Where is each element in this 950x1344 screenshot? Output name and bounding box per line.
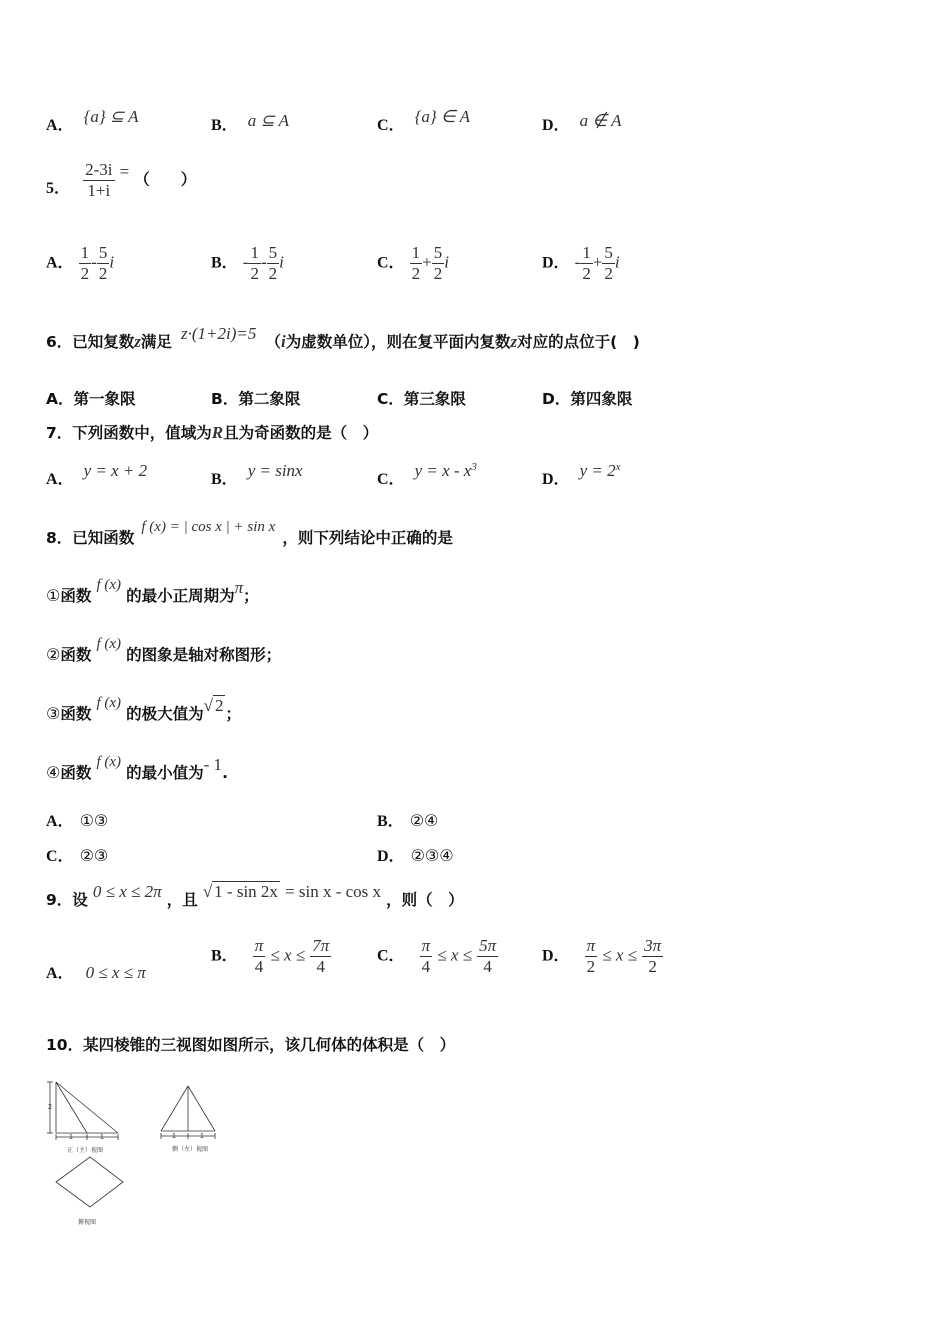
q8-stem: 8．已知函数 f (x) = | cos x | + sin x ，则下列结论中正确的是 (46, 519, 453, 547)
q7-option-b: B． y = sinx (211, 461, 303, 488)
side-view (161, 1086, 215, 1139)
front-width-label-2: 1 (100, 1134, 104, 1141)
q5-stem: 5． $\frac{2-3i}{1+i}$ = （ ） (46, 160, 197, 200)
q6-option-b: B．第二象限 (211, 390, 301, 408)
q9-option-a: A． 0 ≤ x ≤ π (46, 963, 146, 982)
q4-option-a: A． {a} ⊆ A (46, 107, 139, 134)
q8-statement-4: ④函数 f (x) 的最小值为- 1. (46, 754, 228, 782)
top-view-caption: 俯视图 (78, 1220, 97, 1226)
q9-option-d: D． $\frac{\pi}{2}$ ≤ x ≤ $\frac{3\pi}{2}$ (542, 936, 662, 976)
side-width-label-1: 1 (172, 1133, 176, 1140)
top-view (56, 1157, 123, 1207)
q8-option-b: B． ②④ (377, 811, 439, 830)
q6-option-d: D．第四象限 (542, 390, 633, 408)
q5-option-c: C． $\frac{1}{2}$ + $\frac{5}{2}$ i (377, 243, 449, 283)
q4-option-c: C． {a} ∈ A (377, 107, 471, 134)
q6-option-a: A．第一象限 (46, 390, 136, 408)
side-view-caption: 侧（左）视图 (172, 1147, 209, 1153)
q5-fraction: $\frac{2-3i}{1+i}$ (85, 160, 113, 200)
q8-statement-1: ①函数 f (x) 的最小正周期为π； (46, 577, 259, 605)
q4-option-b: B． a ⊆ A (211, 111, 290, 134)
q7-option-d: D． $y = 2^x$ (542, 460, 621, 488)
q7-option-c: C． $y = x - x^3$ (377, 460, 477, 488)
q5-option-a: A． $\frac{1}{2}$ - $\frac{5}{2}$ i (46, 243, 115, 283)
q10-stem: 10．某四棱锥的三视图如图所示，该几何体的体积是（ ） (46, 1036, 456, 1054)
q6-option-c: C．第三象限 (377, 390, 466, 408)
q8-statement-2: ②函数 f (x) 的图象是轴对称图形； (46, 636, 282, 664)
q4-option-d: D． a ∉ A (542, 111, 622, 134)
q6-stem: 6．已知复数z满足 z·(1+2i)=5 （i为虚数单位），则在复平面内复数z对应的点位于( ) (46, 324, 640, 351)
q7-stem: 7．下列函数中，值域为R且为奇函数的是（ ） (46, 423, 379, 442)
q7-option-a: A． y = x + 2 (46, 461, 148, 488)
front-height-label: 2 (48, 1104, 52, 1111)
three-view-figure (40, 1075, 240, 1235)
front-view (47, 1082, 118, 1140)
front-width-label-1: 1 (69, 1134, 73, 1141)
q9-stem: 9．设 0 ≤ x ≤ 2π ，且 √ 1 - sin 2x = sin x - cos x ，则（ ） (46, 882, 464, 909)
q9-option-c: C． $\frac{\pi}{4}$ ≤ x ≤ $\frac{5\pi}{4}$ (377, 936, 497, 976)
q8-statement-3: ③函数 f (x) 的极大值为√ 2 ； (46, 695, 241, 723)
front-view-caption: 正（主）视图 (67, 1148, 104, 1154)
q5-option-d: D． - $\frac{1}{2}$ + $\frac{5}{2}$ i (542, 243, 620, 283)
q9-option-b: B． $\frac{\pi}{4}$ ≤ x ≤ $\frac{7\pi}{4}$ (211, 936, 330, 976)
q5-option-b: B． - $\frac{1}{2}$ - $\frac{5}{2}$ i (211, 243, 284, 283)
side-width-label-2: 1 (200, 1133, 204, 1140)
q8-option-d: D． ②③④ (377, 846, 454, 865)
q8-option-a: A． ①③ (46, 811, 109, 830)
q8-option-c: C． ②③ (46, 846, 109, 865)
